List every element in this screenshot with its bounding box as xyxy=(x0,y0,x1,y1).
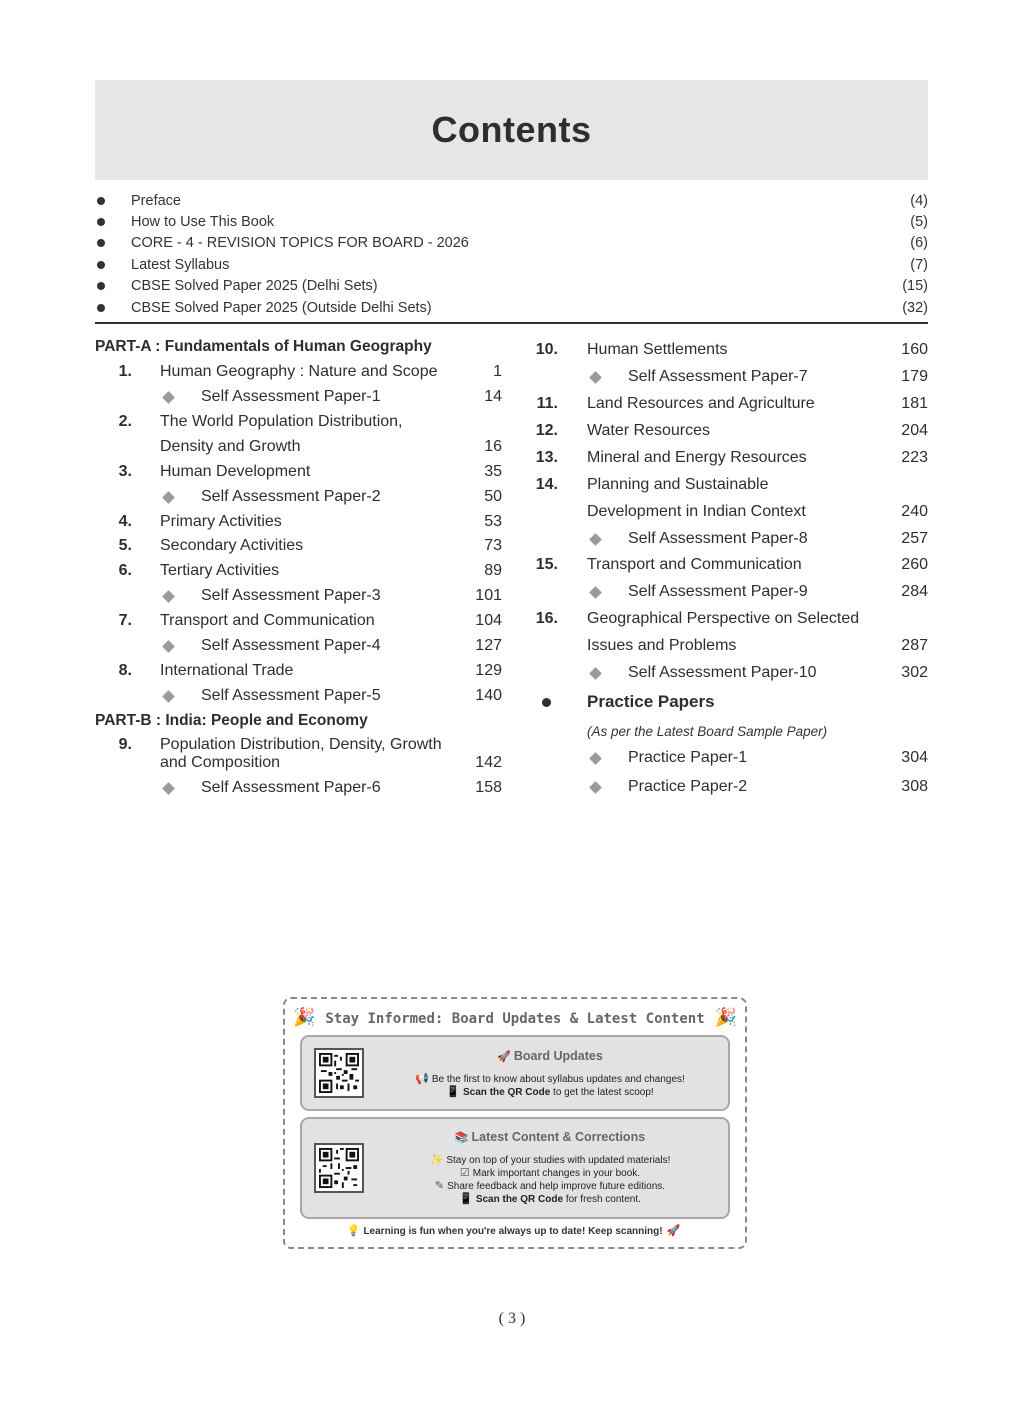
chapter-page: 35 xyxy=(484,463,502,480)
scan-qr-text: Scan the QR Code xyxy=(475,1194,564,1205)
practice-papers-title: Practice Papers xyxy=(587,692,715,711)
front-matter-list xyxy=(95,190,928,318)
chapter-page: 73 xyxy=(484,537,502,554)
entry-title: Self Assessment Paper-2 xyxy=(201,488,381,505)
front-matter-page: (15) xyxy=(902,278,928,295)
rocket-icon: 🚀 xyxy=(497,1051,511,1063)
chapter-title: Human Settlements xyxy=(587,341,728,358)
scan-qr-text: Scan the QR Code xyxy=(463,1087,551,1098)
entry-page: 308 xyxy=(901,778,928,795)
bullet-icon xyxy=(97,218,105,226)
chapter-title: Development in Indian Context xyxy=(587,503,806,520)
sparkle-icon: ✨ xyxy=(429,1154,444,1166)
board-updates-line xyxy=(372,1072,728,1085)
diamond-icon xyxy=(162,491,175,504)
chapter-title: Mineral and Energy Resources xyxy=(587,449,807,466)
entry-page: 101 xyxy=(475,587,502,604)
qr-code[interactable] xyxy=(314,1048,364,1098)
diamond-icon xyxy=(162,590,175,603)
entry-page: 140 xyxy=(475,687,502,704)
chapter-title: and Composition xyxy=(160,754,281,771)
chapter-page: 89 xyxy=(484,562,502,579)
pencil-icon: ✎ xyxy=(434,1180,445,1192)
entry-page: 284 xyxy=(901,583,928,600)
latest-content-line xyxy=(372,1153,728,1166)
scan-qr-rest-text: to get the latest scoop! xyxy=(550,1087,654,1098)
party-popper-icon: 🎉 xyxy=(714,1007,737,1027)
qr-code-icon xyxy=(319,1148,359,1188)
qr-code-icon xyxy=(319,1053,359,1093)
entry-title: Self Assessment Paper-1 xyxy=(201,388,381,405)
front-matter-label: Preface xyxy=(131,192,181,209)
board-updates-panel xyxy=(300,1035,730,1111)
checkbox-icon: ☑ xyxy=(459,1167,470,1179)
diamond-icon xyxy=(589,667,602,680)
board-updates-heading-text: Board Updates xyxy=(513,1049,603,1063)
bullet-icon xyxy=(97,282,105,290)
front-matter-label: CBSE Solved Paper 2025 (Delhi Sets) xyxy=(131,278,378,295)
front-matter-page: (5) xyxy=(910,214,928,231)
rocket-icon: 🚀 xyxy=(666,1225,681,1237)
diamond-icon xyxy=(162,640,175,653)
promo-title: Stay Informed: Board Updates & Latest Content xyxy=(325,1011,705,1027)
entry-page: 304 xyxy=(901,749,928,766)
entry-title: Practice Paper-1 xyxy=(628,749,748,766)
diamond-icon xyxy=(162,391,175,404)
front-matter-item[interactable] xyxy=(95,211,928,232)
chapter-title: Land Resources and Agriculture xyxy=(587,395,815,412)
chapter-page: 160 xyxy=(901,341,928,358)
entry-page: 158 xyxy=(475,779,502,796)
entry-page: 257 xyxy=(901,530,928,547)
entry-page: 179 xyxy=(901,368,928,385)
chapter-page: 287 xyxy=(901,637,928,654)
latest-content-line-text: Mark important changes in your book. xyxy=(472,1168,641,1179)
part-b-heading: PART-B : India: People and Economy xyxy=(95,712,368,729)
chapter-number: 6. xyxy=(118,562,132,579)
front-matter-page: (6) xyxy=(910,235,928,252)
chapter-page: 129 xyxy=(475,662,502,679)
chapter-title: Human Geography : Nature and Scope xyxy=(160,363,438,380)
chapter-number: 12. xyxy=(535,422,558,439)
entry-title: Self Assessment Paper-3 xyxy=(201,587,381,604)
diamond-icon xyxy=(589,752,602,765)
chapter-page: 240 xyxy=(901,503,928,520)
latest-content-line-text: Stay on top of your studies with updated materials! xyxy=(446,1155,671,1166)
part-a-heading: PART-A : Fundamentals of Human Geography xyxy=(95,338,432,355)
latest-content-line-text: Share feedback and help improve future editions. xyxy=(447,1181,666,1192)
chapter-number: 16. xyxy=(535,610,558,627)
chapter-number: 5. xyxy=(118,537,132,554)
front-matter-page: (32) xyxy=(902,299,928,316)
scan-qr-rest-text: for fresh content. xyxy=(563,1194,641,1205)
chapter-title: Secondary Activities xyxy=(160,537,304,554)
chapter-number: 14. xyxy=(535,476,558,493)
books-icon: 📚 xyxy=(454,1132,469,1144)
contents-header xyxy=(95,80,928,180)
bullet-icon xyxy=(542,698,551,707)
entry-title: Self Assessment Paper-5 xyxy=(201,687,381,704)
phone-icon: 📱 xyxy=(459,1193,473,1205)
chapter-number: 7. xyxy=(118,612,132,629)
latest-content-heading-text: Latest Content & Corrections xyxy=(471,1130,646,1144)
chapter-number: 1. xyxy=(118,363,132,380)
front-matter-page: (7) xyxy=(910,256,928,273)
chapter-title: Geographical Perspective on Selected xyxy=(587,610,860,627)
latest-content-line xyxy=(372,1179,728,1192)
chapter-page: 16 xyxy=(484,438,502,455)
chapter-page: 223 xyxy=(901,449,928,466)
divider xyxy=(95,322,928,324)
promo-footer-text: Learning is fun when you're always up to date! Keep scanning! xyxy=(363,1226,663,1237)
promo-footer xyxy=(285,1224,745,1237)
chapter-page: 260 xyxy=(901,556,928,573)
chapter-number: 8. xyxy=(118,662,132,679)
front-matter-item[interactable] xyxy=(95,233,928,254)
chapter-title: Water Resources xyxy=(587,422,710,439)
latest-content-line xyxy=(372,1166,728,1179)
entry-page: 50 xyxy=(484,488,502,505)
chapter-title: Primary Activities xyxy=(160,513,282,530)
board-updates-line-text: Be the first to know about syllabus updates and changes! xyxy=(431,1074,685,1085)
lightbulb-icon: 💡 xyxy=(346,1225,361,1237)
megaphone-icon: 📢 xyxy=(415,1073,429,1085)
chapter-title: Transport and Communication xyxy=(160,612,375,629)
latest-content-scan-line xyxy=(372,1192,728,1205)
entry-title: Self Assessment Paper-6 xyxy=(201,779,381,796)
front-matter-item[interactable] xyxy=(95,276,928,297)
chapter-title: Planning and Sustainable xyxy=(587,476,769,493)
diamond-icon xyxy=(162,782,175,795)
board-updates-scan-line xyxy=(372,1085,728,1098)
chapter-title: The World Population Distribution, xyxy=(160,413,403,430)
entry-title: Practice Paper-2 xyxy=(628,778,748,795)
diamond-icon xyxy=(589,371,602,384)
chapter-number: 9. xyxy=(118,736,132,753)
chapter-number: 3. xyxy=(118,463,132,480)
stay-informed-box xyxy=(283,997,747,1249)
entry-page: 302 xyxy=(901,664,928,681)
qr-code[interactable] xyxy=(314,1143,364,1193)
page-number: ( 3 ) xyxy=(498,1310,526,1327)
chapter-title: Transport and Communication xyxy=(587,556,802,573)
front-matter-page: (4) xyxy=(910,192,928,209)
front-matter-label: How to Use This Book xyxy=(131,214,275,231)
front-matter-item[interactable] xyxy=(95,190,928,211)
chapter-number: 4. xyxy=(118,513,132,530)
chapter-title: Issues and Problems xyxy=(587,637,737,654)
chapter-page: 53 xyxy=(484,513,502,530)
chapter-number: 11. xyxy=(536,395,558,412)
front-matter-item[interactable] xyxy=(95,297,928,318)
front-matter-label: CORE - 4 - REVISION TOPICS FOR BOARD - 2026 xyxy=(131,235,469,252)
front-matter-item[interactable] xyxy=(95,254,928,275)
chapter-title: Human Development xyxy=(160,463,311,480)
entry-title: Self Assessment Paper-8 xyxy=(628,530,808,547)
entry-title: Self Assessment Paper-7 xyxy=(628,368,808,385)
diamond-icon xyxy=(589,781,602,794)
page-title: Contents xyxy=(431,109,592,150)
entry-page: 14 xyxy=(484,388,502,405)
practice-papers-note: (As per the Latest Board Sample Paper) xyxy=(587,724,828,739)
chapter-title: Density and Growth xyxy=(160,438,301,455)
chapter-page: 142 xyxy=(475,754,502,771)
chapter-page: 204 xyxy=(901,422,928,439)
latest-content-panel xyxy=(300,1117,730,1219)
bullet-icon xyxy=(97,197,105,205)
chapter-page: 181 xyxy=(901,395,928,412)
latest-content-heading xyxy=(372,1130,728,1144)
entry-title: Self Assessment Paper-4 xyxy=(201,637,381,654)
chapter-number: 15. xyxy=(535,556,558,573)
entry-title: Self Assessment Paper-9 xyxy=(628,583,808,600)
entry-title: Self Assessment Paper-10 xyxy=(628,664,817,681)
chapter-number: 2. xyxy=(118,413,132,430)
diamond-icon xyxy=(589,533,602,546)
chapter-title: International Trade xyxy=(160,662,294,679)
bullet-icon xyxy=(97,239,105,247)
chapter-title: Population Distribution, Density, Growth xyxy=(160,736,442,753)
diamond-icon xyxy=(162,690,175,703)
bullet-icon xyxy=(97,261,105,269)
phone-icon: 📱 xyxy=(446,1086,461,1098)
entry-page: 127 xyxy=(475,637,502,654)
chapter-number: 13. xyxy=(535,449,558,466)
front-matter-label: Latest Syllabus xyxy=(131,256,230,273)
front-matter-label: CBSE Solved Paper 2025 (Outside Delhi Sets) xyxy=(131,299,432,316)
bullet-icon xyxy=(97,304,105,312)
board-updates-heading xyxy=(372,1049,728,1063)
chapter-page: 104 xyxy=(475,612,502,629)
party-popper-icon: 🎉 xyxy=(293,1007,316,1027)
chapter-number: 10. xyxy=(535,341,558,358)
diamond-icon xyxy=(589,586,602,599)
chapter-title: Tertiary Activities xyxy=(160,562,280,579)
chapter-page: 1 xyxy=(493,363,502,380)
